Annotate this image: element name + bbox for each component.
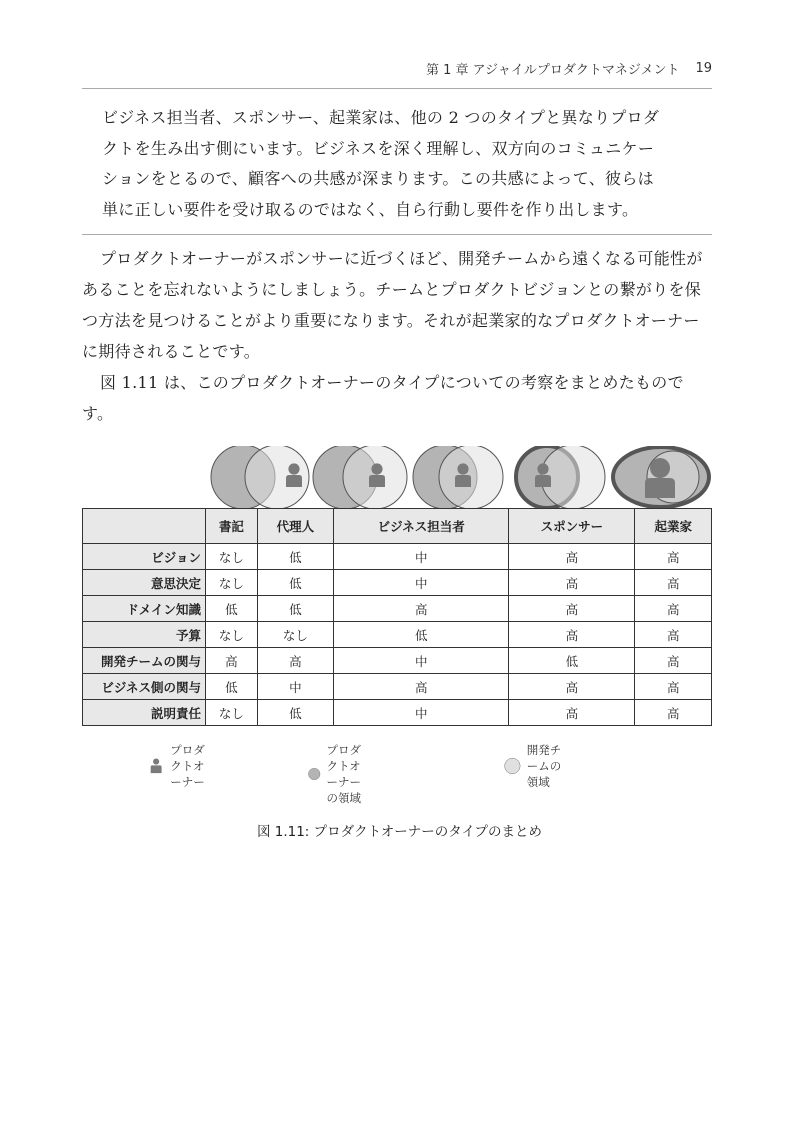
table-header-row	[83, 509, 712, 544]
venn-diagram-row	[205, 446, 715, 510]
row-header: 予算	[83, 622, 206, 648]
quote-block	[102, 103, 702, 225]
header-divider	[82, 88, 712, 89]
table-cell: なし	[206, 544, 258, 570]
quote-line: ションをとるので、顧客への共感が深まります。この共感によって、彼らは	[102, 169, 654, 188]
quote-divider	[82, 234, 712, 235]
page-number: 19	[695, 60, 712, 76]
table-row	[83, 570, 712, 596]
table-cell: 高	[206, 648, 258, 674]
table-cell: なし	[206, 570, 258, 596]
team-domain-swatch-icon	[504, 745, 521, 787]
table-cell: 低	[334, 622, 509, 648]
table-cell: 高	[635, 674, 712, 700]
table-cell: 高	[509, 544, 635, 570]
table-cell: 低	[257, 700, 334, 726]
venn-proxy	[313, 446, 407, 509]
table-row	[83, 648, 712, 674]
table-cell: 低	[257, 570, 334, 596]
table-cell: なし	[257, 622, 334, 648]
body-paragraph-2: 図 1.11 は、このプロダクトオーナーのタイプについての考察をまとめたものです。	[82, 373, 684, 423]
table-cell: 低	[257, 544, 334, 570]
table-cell: 中	[334, 570, 509, 596]
legend-label: 開発チームの領域	[526, 743, 562, 789]
table-cell: 低	[257, 596, 334, 622]
table-cell: 高	[635, 596, 712, 622]
legend-item-team-domain	[504, 742, 564, 790]
table-cell: 中	[334, 648, 509, 674]
po-domain-swatch-icon	[308, 753, 321, 795]
table-cell: 高	[334, 674, 509, 700]
table-cell: 高	[509, 622, 635, 648]
column-header: 代理人	[257, 509, 334, 544]
table-cell: なし	[206, 622, 258, 648]
row-header: 説明責任	[83, 700, 206, 726]
table-cell: 低	[509, 648, 635, 674]
table-cell: なし	[206, 700, 258, 726]
table-row	[83, 596, 712, 622]
column-header: 起業家	[635, 509, 712, 544]
person-icon	[150, 743, 162, 789]
row-header: ビジネス側の関与	[83, 674, 206, 700]
table-corner-cell	[83, 509, 206, 544]
chapter-title: 第 1 章 アジャイルプロダクトマネジメント	[425, 62, 680, 78]
table-cell: 中	[334, 544, 509, 570]
quote-line: クトを生み出す側にいます。ビジネスを深く理解し、双方向のコミュニケー	[102, 138, 655, 158]
table-row	[83, 700, 712, 726]
legend-item-po-domain	[308, 742, 368, 806]
table-cell: 低	[206, 596, 258, 622]
venn-entrepreneur	[613, 447, 709, 507]
figure-caption: 図 1.11: プロダクトオーナーのタイプのまとめ	[256, 824, 543, 840]
legend-label: プロダクトオーナーの領域	[326, 743, 361, 805]
running-header	[82, 58, 712, 78]
table-cell: 高	[509, 700, 635, 726]
table-row	[83, 674, 712, 700]
venn-scribe	[211, 446, 309, 509]
table-cell: 高	[635, 648, 712, 674]
table-cell: 高	[509, 596, 635, 622]
quote-line: ビジネス担当者、スポンサー、起業家は、他の 2 つのタイプと異なりプロダ	[102, 108, 660, 127]
table-row	[83, 544, 712, 570]
column-header: スポンサー	[509, 509, 635, 544]
table-cell: 中	[334, 700, 509, 726]
table-cell: 高	[635, 622, 712, 648]
column-header: ビジネス担当者	[334, 509, 509, 544]
table-row	[83, 622, 712, 648]
po-type-table	[82, 508, 712, 726]
row-header: ビジョン	[83, 544, 206, 570]
table-cell: 高	[635, 570, 712, 596]
row-header: ドメイン知識	[83, 596, 206, 622]
table-cell: 低	[206, 674, 258, 700]
table-cell: 高	[334, 596, 509, 622]
venn-business-rep	[413, 446, 503, 509]
table-cell: 高	[257, 648, 334, 674]
legend-label: プロダクトオーナー	[170, 743, 205, 789]
legend-item-po	[150, 742, 206, 790]
table-cell: 中	[257, 674, 334, 700]
venn-sponsor	[516, 446, 605, 509]
table-cell: 高	[635, 544, 712, 570]
table-cell: 高	[635, 700, 712, 726]
body-paragraph-1: プロダクトオーナーがスポンサーに近づくほど、開発チームから遠くなる可能性があることを忘れないようにしましょう。チームとプロダクトビジョンとの繋がりを保つ方法を見つけることがより重要になります。それが起業家的なプロダクトオーナーに期待されることです。	[82, 249, 703, 361]
row-header: 意思決定	[83, 570, 206, 596]
table-cell: 高	[509, 674, 635, 700]
column-header: 書記	[206, 509, 258, 544]
quote-line: 単に正しい要件を受け取るのではなく、自ら行動し要件を作り出します。	[102, 199, 639, 219]
row-header: 開発チームの関与	[83, 648, 206, 674]
table-cell: 高	[509, 570, 635, 596]
